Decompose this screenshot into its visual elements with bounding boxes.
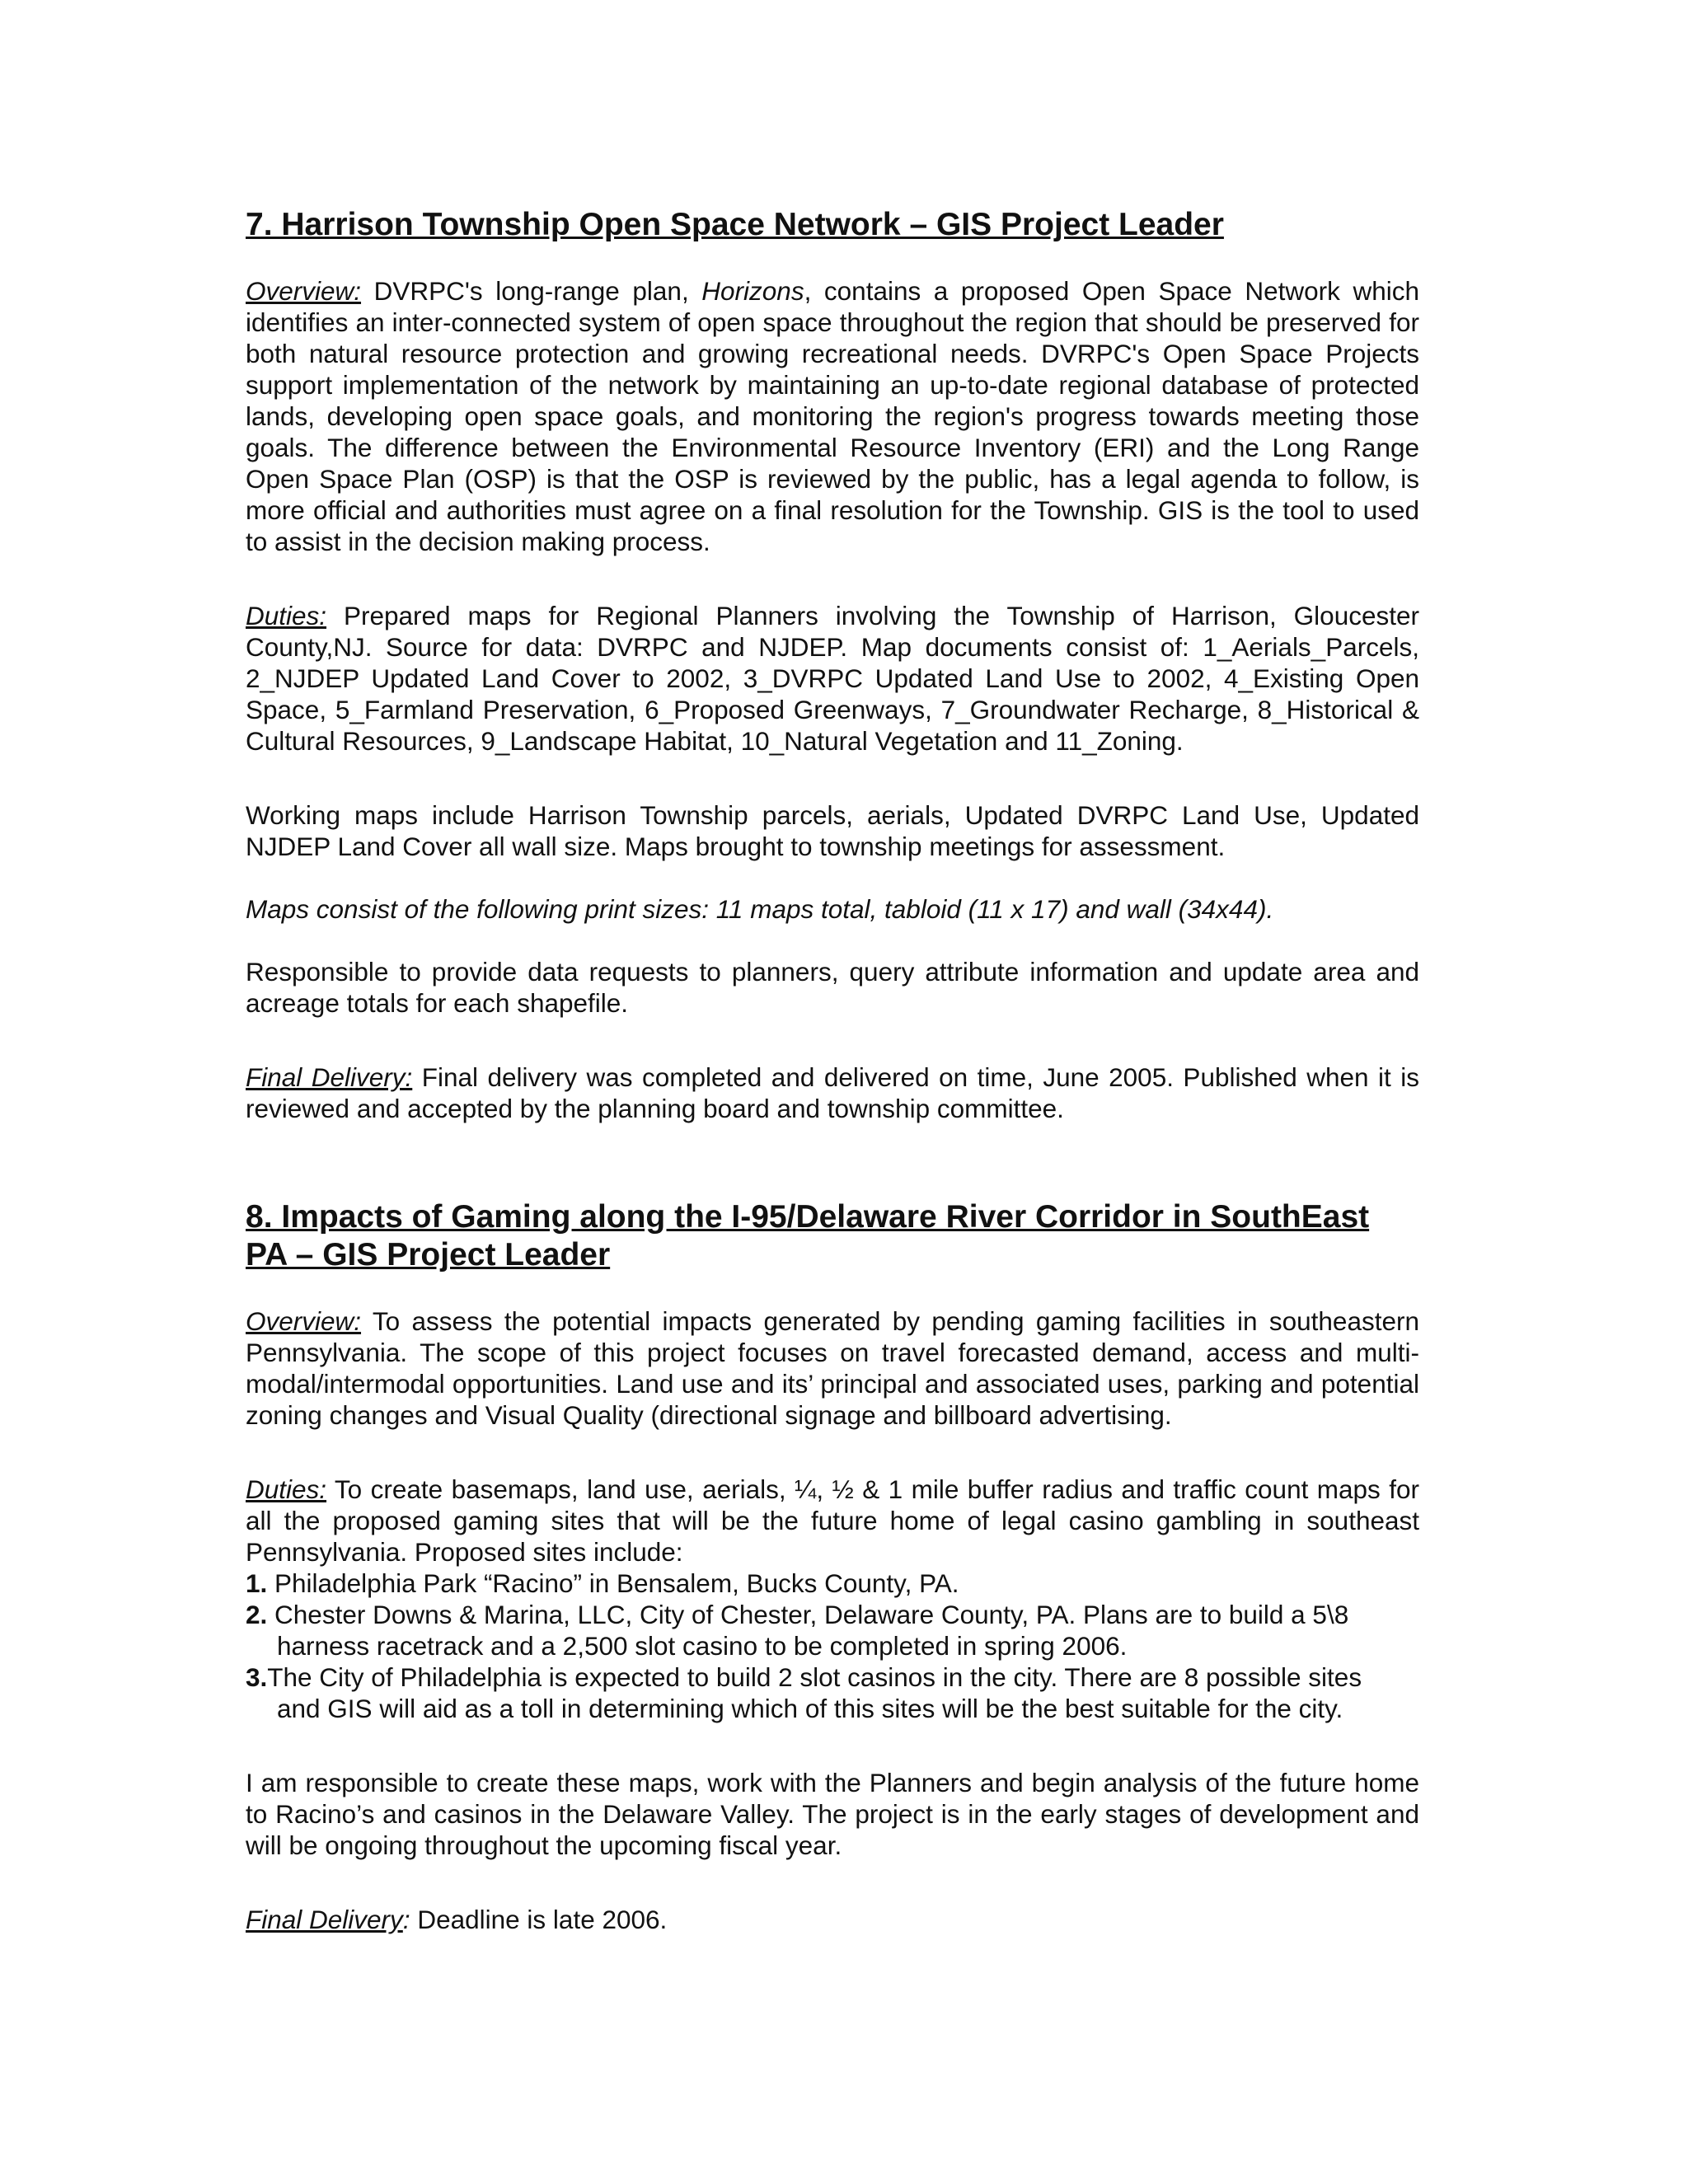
section-7-responsible: Responsible to provide data requests to planners, query attribute information and update area and acreage totals for each shapefile. (246, 957, 1419, 1018)
section-7-working-maps: Working maps include Harrison Township parcels, aerials, Updated DVRPC Land Use, Updated NJDEP Land Cover all wall size. Maps brought to township meetings for assessment. (246, 800, 1419, 861)
section-7-overview: Overview: DVRPC's long-range plan, Horizons, contains a proposed Open Space Network which identifies an inter-connected system of open space throughout the region that should be preserved for both natural resource protection and growing recreational needs. DVRPC's Open Space Projects support implementation of the network by maintaining an up-to-date regional database of protected lands, developing open space goals, and monitoring the region's progress towards meeting those goals. The difference between the Environmental Resource Inventory (ERI) and the Long Range Open Space Plan (OSP) is that the OSP is reviewed by the public, has a legal agenda to follow, is more official and authorities must agree on a final resolution for the Township. GIS is the tool to used to assist in the decision making process. (246, 276, 1419, 556)
final-delivery-label: Final Delivery: (246, 1062, 413, 1092)
duties-label: Duties: (246, 1474, 327, 1504)
section-7-final-delivery: Final Delivery: Final delivery was completed and delivered on time, June 2005. Published when it is reviewed and accepted by the planning board and township committee. (246, 1062, 1419, 1123)
list-item: 1. Philadelphia Park “Racino” in Bensalem, Bucks County, PA. (246, 1568, 959, 1598)
section-8-duties: Duties: To create basemaps, land use, aerials, ¼, ½ & 1 mile buffer radius and traffic count maps for all the proposed gaming sites that will be the future home of legal casino gambling in southeast Pennsylvania. Proposed sites include: (246, 1474, 1419, 1567)
section-7-print-sizes: Maps consist of the following print sizes: 11 maps total, tabloid (11 x 17) and wall (34x44). (246, 894, 1274, 924)
section-8-responsible: I am responsible to create these maps, work with the Planners and begin analysis of the future home to Racino’s and casinos in the Delaware Valley. The project is in the early stages of development and will be ongoing throughout the upcoming fiscal year. (246, 1768, 1419, 1860)
list-item: 2. Chester Downs & Marina, LLC, City of Chester, Delaware County, PA. Plans are to build a 5\8 harness racetrack and a 2,500 slot casino to be completed in spring 2006. (246, 1600, 1349, 1661)
section-8-final-delivery: Final Delivery: Deadline is late 2006. (246, 1905, 668, 1934)
duties-label: Duties: (246, 601, 327, 630)
proposed-sites-list (246, 1568, 1419, 1724)
overview-label: Overview: (246, 276, 362, 306)
final-delivery-label: Final Delivery (246, 1905, 403, 1934)
section-8-heading: 8. Impacts of Gaming along the I-95/Delaware River Corridor in SouthEast PA – GIS Project Leader (246, 1199, 1370, 1272)
horizons-title: Horizons (701, 276, 804, 306)
section-7-duties: Duties: Prepared maps for Regional Planners involving the Township of Harrison, Gloucester County,NJ. Source for data: DVRPC and NJDEP. Map documents consist of: 1_Aerials_Parcels, 2_NJDEP Updated Land Cover to 2002, 3_DVRPC Updated Land Use to 2002, 4_Existing Open Space, 5_Farmland Preservation, 6_Proposed Greenways, 7_Groundwater Recharge, 8_Historical & Cultural Resources, 9_Landscape Habitat, 10_Natural Vegetation and 11_Zoning. (246, 601, 1419, 756)
section-8-overview: Overview: To assess the potential impacts generated by pending gaming facilities in southeastern Pennsylvania. The scope of this project focuses on travel forecasted demand, access and multi-modal/intermodal opportunities. Land use and its’ principal and associated uses, parking and potential zoning changes and Visual Quality (directional signage and billboard advertising. (246, 1306, 1419, 1430)
overview-label: Overview: (246, 1306, 362, 1336)
document-page (246, 206, 1419, 1935)
section-7-heading: 7. Harrison Township Open Space Network – GIS Project Leader (246, 207, 1224, 242)
list-item: 3.The City of Philadelphia is expected to build 2 slot casinos in the city. There are 8 possible sites and GIS will aid as a toll in determining which of this sites will be the best suitable for the city. (246, 1662, 1362, 1723)
